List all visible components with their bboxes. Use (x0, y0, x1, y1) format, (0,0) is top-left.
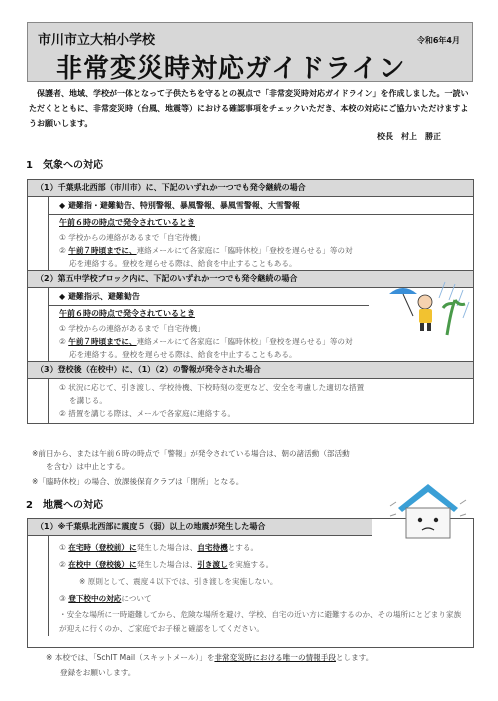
block1-item2-rest: 連絡メールにて各家庭に「臨時休校」「登校を遅らせる」等の対 (136, 246, 353, 255)
child-raincoat (419, 309, 432, 323)
block2-warnings: ◆ 避難指示、避難勧告 (49, 288, 369, 306)
eq-item2 (49, 558, 473, 571)
child-head (418, 295, 432, 309)
eq-item1-end: とする。 (227, 543, 259, 552)
block2-item2-prefix: ② (59, 337, 69, 346)
eq-item1-prefix: ① (59, 543, 69, 552)
block2-item1: ① 学校からの連絡があるまで「自宅待機」 (59, 324, 205, 333)
eq-item1-bold: 在宅時（登校前）に (68, 543, 137, 552)
eq-item3-body: ・安全な場所に一時避難してから、危険な場所を避け、学校、自宅の近い方に避難するのか、その場所にとどまり家族が迎えに行くのか、ご家庭でお子様と確認をしてください。 (59, 610, 462, 633)
block3-body (48, 379, 473, 423)
mail-note-end: とします。 (335, 653, 374, 662)
section2-heading: 2 地震への対応 (26, 500, 103, 511)
block1-condition: 午前６時の時点で発令されているとき (59, 218, 195, 227)
block3-item1-cont: を講じる。 (69, 396, 107, 405)
title-box (27, 22, 473, 82)
mail-note (46, 651, 472, 664)
eq-item2-prefix: ② (59, 560, 69, 569)
principal-signature: 校長 村上 勝正 (377, 132, 441, 141)
mail-note-prefix: ※ 本校では、「SchIT Mail（スキットメール）」を (46, 653, 215, 662)
block2-header: （2）第五中学校ブロック内に、下記のいずれか一つでも発令継続の場合 (28, 270, 473, 288)
earthquake-house-illustration (388, 478, 468, 542)
intro-paragraph: 保護者、地域、学校が一体となって子供たちを守るとの視点で「非常変災時対応ガイドライン」を作成しました。一読いただくとともに、非常変災時（台風、地震等）における確認事項をチェックいただき、本校の対応にご協力いただけますようお願いします。 (29, 89, 469, 128)
storm-child-illustration (385, 280, 473, 338)
block2-condition: 午前６時の時点で発令されているとき (59, 309, 195, 318)
school-name: 市川市立大柏小学校 (38, 33, 156, 48)
eq-item2-bold2: 引き渡し (197, 560, 228, 569)
note1: ※前日から、または午前６時の時点で「警報」が発令されている場合は、朝の諸活動（部活動 (32, 449, 350, 458)
block1-item2-cont: 応を連絡する。登校を遅らせる際は、給食を中止することもある。 (69, 259, 297, 268)
eq-block-header: （1）※千葉県北西部に震度５（弱）以上の地震が発生した場合 (28, 519, 372, 536)
block1-body (48, 197, 473, 270)
eq-item1-bold2: 自宅待機 (197, 543, 228, 552)
eq-item2-bold: 在校中（登校後）に (68, 560, 137, 569)
note2: ※「臨時休校」の場合、放課後保育クラブは「閉所」となる。 (32, 477, 244, 486)
mail-note-underlined: 非常変災時における唯一の情報手段 (214, 653, 336, 662)
block1-warnings: ◆ 避難指・避難勧告、特別警報、暴風警報、暴風雪警報、大雪警報 (49, 197, 473, 215)
umbrella-shape (389, 288, 417, 294)
section1-heading: 1 気象への対応 (26, 160, 103, 171)
block3-item2: ② 措置を講じる際は、メールで各家庭に連絡する。 (59, 409, 236, 418)
block1-header: （1）千葉県北西部（市川市）に、下記のいずれか一つでも発令継続の場合 (28, 180, 473, 197)
eq-item3 (49, 592, 473, 605)
block1-item2 (49, 244, 473, 257)
block3-item1: ① 状況に応じて、引き渡し、学校待機、下校時刻の変更など、安全を考慮した適切な措置 (59, 383, 365, 392)
page-title: 非常変災時対応ガイドライン (56, 54, 406, 84)
block1-item2-prefix: ② (59, 246, 69, 255)
mail-note-cont: 登録をお願いします。 (60, 668, 136, 677)
block2-item2-bold: 午前７時頃までに、 (68, 337, 137, 346)
eq-item1 (49, 541, 473, 554)
eq-item3-bold: 登下校中の対応 (68, 594, 122, 603)
house-wall (406, 508, 450, 538)
eq-item3-prefix: ③ (59, 594, 69, 603)
block2-item2-rest: 連絡メールにて各家庭に「臨時休校」「登校を遅らせる」等の対 (136, 337, 353, 346)
block1-item2-bold: 午前７時頃までに、 (68, 246, 137, 255)
eq-item2-note: ※ 原則として、震度４以下では、引き渡しを実施しない。 (79, 577, 278, 586)
eq-item2-end: を実施する。 (227, 560, 274, 569)
block1-item1: ① 学校からの連絡があるまで「自宅待機」 (59, 233, 205, 242)
bent-tree (443, 300, 465, 335)
issue-date: 令和6年4月 (416, 36, 460, 45)
eq-item2-mid: 発生した場合は、 (136, 560, 198, 569)
eq-item1-mid: 発生した場合は、 (136, 543, 198, 552)
block3-header: （3）登校後（在校中）に、（1）（2）の警報が発令された場合 (28, 361, 473, 379)
note1-cont: を含む）は中止とする。 (46, 462, 130, 471)
eq-item3-end: について (121, 594, 152, 603)
block2-item2-cont: 応を連絡する。登校を遅らせる際は、給食を中止することもある。 (69, 350, 297, 359)
eq-block-body (48, 536, 473, 636)
